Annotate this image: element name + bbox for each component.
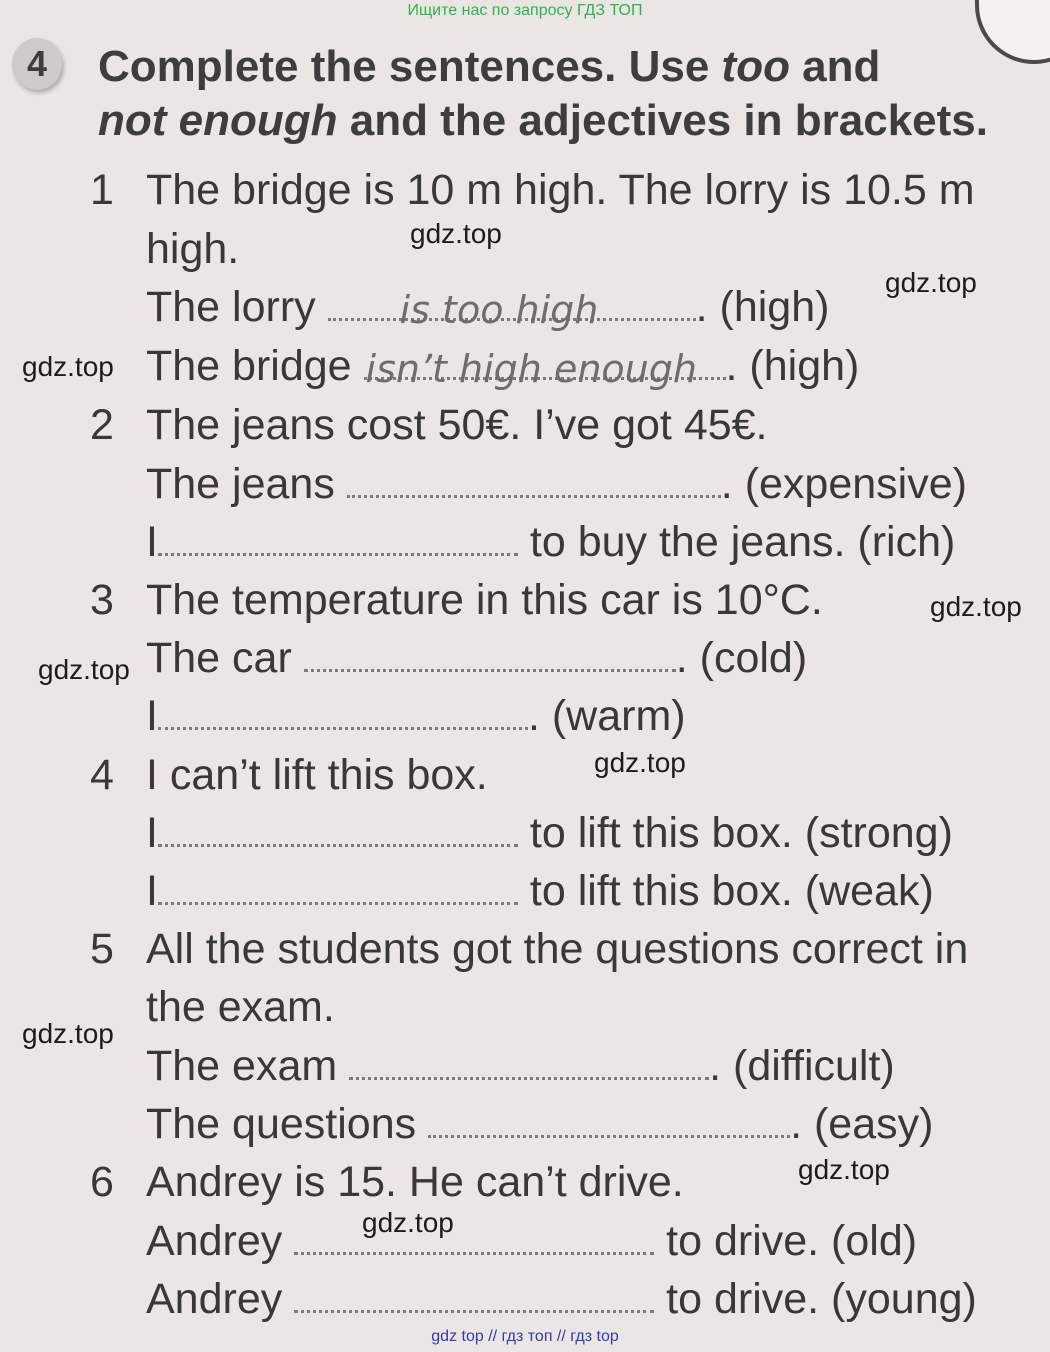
gap-suffix: . (difficult) <box>709 1042 895 1090</box>
exercise-title-line-2: not enough and the adjectives in brackets. <box>98 96 988 145</box>
gap-prefix: I <box>146 518 158 566</box>
gap-suffix: to lift this box. (weak) <box>529 867 934 915</box>
item-stem: All the students got the questions correct in <box>146 925 969 973</box>
handwritten-answer: isn’t high enough <box>365 347 697 391</box>
gap-line <box>146 1100 933 1149</box>
watermark: gdz.top <box>885 267 977 298</box>
gap-suffix: . (high) <box>695 283 830 331</box>
watermark: gdz.top <box>362 1207 454 1238</box>
gap-prefix: I <box>146 867 158 915</box>
answer-blank[interactable] <box>158 834 518 847</box>
item-number: 6 <box>90 1158 114 1206</box>
exercise-number-badge: 4 <box>12 38 62 90</box>
item-stem: The bridge is 10 m high. The lorry is 10.5 m <box>146 166 975 214</box>
exercise-title-line-1: Complete the sentences. Use too and <box>98 42 881 91</box>
gap-prefix: I <box>146 809 158 857</box>
answer-blank[interactable] <box>328 288 696 332</box>
answer-blank[interactable] <box>158 543 518 556</box>
gap-line <box>146 1275 977 1324</box>
gap-suffix: to drive. (young) <box>666 1275 977 1323</box>
gap-line <box>146 342 859 391</box>
item-number: 3 <box>90 576 114 624</box>
answer-blank[interactable] <box>304 659 676 672</box>
gap-prefix: The questions <box>146 1100 417 1148</box>
answer-blank[interactable] <box>347 485 721 498</box>
gap-line <box>146 809 953 858</box>
item-stem: Andrey is 15. He can’t drive. <box>146 1158 684 1206</box>
answer-blank[interactable] <box>364 347 726 391</box>
gap-line <box>146 460 967 509</box>
gap-suffix: . (warm) <box>527 692 686 740</box>
gap-prefix: Andrey <box>146 1217 283 1265</box>
gap-line <box>146 634 807 683</box>
gap-line <box>146 518 955 567</box>
item-stem: I can’t lift this box. <box>146 751 488 799</box>
item-stem: The temperature in this car is 10°C. <box>146 576 823 624</box>
watermark: gdz.top <box>930 591 1022 622</box>
gap-prefix: I <box>146 692 158 740</box>
item-number: 5 <box>90 925 114 973</box>
answer-blank[interactable] <box>294 1242 654 1255</box>
watermark: gdz.top <box>798 1154 890 1185</box>
answer-blank[interactable] <box>158 892 518 905</box>
gap-prefix: The car <box>146 634 292 682</box>
watermark: gdz.top <box>38 654 130 685</box>
gap-line <box>146 1217 917 1266</box>
bottom-banner: gdz top // гдз топ // гдз top <box>431 1328 619 1345</box>
gap-line <box>146 283 829 332</box>
gap-suffix: to lift this box. (strong) <box>529 809 953 857</box>
item-number: 1 <box>90 166 114 214</box>
gap-line <box>146 867 934 916</box>
watermark: gdz.top <box>22 351 114 382</box>
item-number: 4 <box>90 751 114 799</box>
item-stem: The jeans cost 50€. I’ve got 45€. <box>146 401 768 449</box>
item-stem-continued: the exam. <box>146 983 335 1031</box>
watermark: gdz.top <box>594 747 686 778</box>
corner-decoration <box>975 0 1050 64</box>
gap-suffix: . (cold) <box>675 634 808 682</box>
handwritten-answer: is too high <box>399 288 599 332</box>
gap-prefix: The jeans <box>146 460 335 508</box>
gap-prefix: The exam <box>146 1042 338 1090</box>
gap-prefix: The bridge <box>146 342 352 390</box>
gap-prefix: The lorry <box>146 283 316 331</box>
gap-line <box>146 692 686 741</box>
gap-line <box>146 1042 895 1091</box>
watermark: gdz.top <box>410 218 502 249</box>
watermark: gdz.top <box>22 1018 114 1049</box>
gap-suffix: . (expensive) <box>720 460 967 508</box>
gap-suffix: . (high) <box>725 342 860 390</box>
top-banner: Ищите нас по запросу ГДЗ ТОП <box>407 2 643 19</box>
item-number: 2 <box>90 401 114 449</box>
gap-suffix: to drive. (old) <box>666 1217 918 1265</box>
gap-suffix: to buy the jeans. (rich) <box>529 518 956 566</box>
answer-blank[interactable] <box>158 717 528 730</box>
gap-prefix: Andrey <box>146 1275 283 1323</box>
answer-blank[interactable] <box>349 1067 709 1080</box>
item-stem-continued: high. <box>146 225 240 273</box>
gap-suffix: . (easy) <box>790 1100 934 1148</box>
answer-blank[interactable] <box>428 1125 790 1138</box>
answer-blank[interactable] <box>294 1300 654 1313</box>
